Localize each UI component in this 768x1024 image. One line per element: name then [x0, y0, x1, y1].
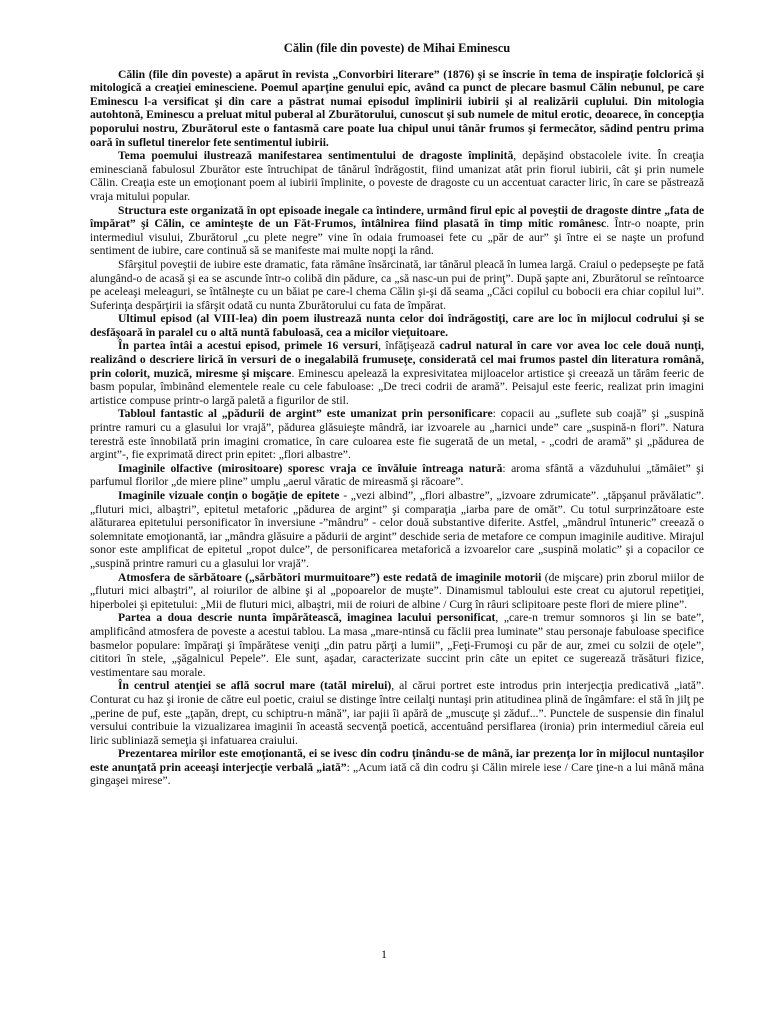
paragraph: Călin (file din poveste) a apărut în revista „Convorbiri literare” (1876) şi se înscrie în tema de inspiraţie folclorică şi mitologică a creaţiei eminesciene. Poemul aparţine genului epic, având ca punct de plecare basmul Călin nebunul, pe care Eminescu l-a versificat şi din care a păstrat numai episodul împlinirii iubirii şi al realizării cuplului. Din mitologia autohtonă, Eminescu a preluat mitul puberal al Zburătorului, cunoscut şi sub numele de mitul erotic, deoarece, în concepţia poporului nostru, Zburătorul este o fantasmă care poate lua chipul unui tânăr frumos şi fermecător, sădind pentru prima oară în sufletul tinerelor fete sentimentul iubirii.: [90, 67, 704, 149]
paragraph: Structura este organizată în opt episoade inegale ca întindere, urmând firul epic al poveştii de dragoste dintre „fata de împărat” şi Călin, ce aminteşte de un Făt-Frumos, întâlnirea fiind plasată în timp mitic românesc. Într-o noapte, prin intermediul visului, Zburătorul „cu plete negre” vine în odaia frumoasei fete cu „păr de aur” şi între ei se naşte un profund sentiment de iubire, care continuă să se manifeste mai multe nopţi la rând.: [90, 203, 704, 258]
paragraph: Atmosfera de sărbătoare („sărbători murmuitoare”) este redată de imaginile motorii (de mişcare) prin zborul miilor de „fluturi mici albaştri”, al roiurilor de albine şi al „popoarelor de muşte”. Dinamismul tabloului este creat cu ajutorul repetiţiei, hiperbolei şi epitetului: „Mii de fluturi mici, albaştri, mii de roiuri de albine / Curg în râuri sclipitoare peste flori de miere pline”.: [90, 570, 704, 611]
paragraph: Ultimul episod (al VIII-lea) din poem ilustrează nunta celor doi îndrăgostiţi, care are loc în mijlocul codrului şi se desfăşoară în paralel cu o altă nuntă fabuloasă, cea a micilor vieţuitoare.: [90, 312, 704, 339]
paragraph: Tema poemului ilustrează manifestarea sentimentului de dragoste împlinită, depăşind obstacolele ivite. În creaţia eminesciană fabulosul Zburător este întruchipat de tânărul îndrăgostit, fiind umanizat atât prin fiorul iubirii, cât şi prin numele Călin. Creaţia este un emoţionant poem al iubirii împlinite, o poveste de dragoste cu un accentuat caracter liric, în care se păstrează vraja mitului popular.: [90, 149, 704, 203]
paragraph: În centrul atenţiei se află socrul mare (tatăl mirelui), al cărui portret este introdus prin interjecţia predicativă „iată”. Conturat cu haz şi ironie de către eul poetic, craiul se distinge între ceilalţi nuntaşi prin atitudinea plină de îngâmfare: el stă în jilţ pe „perine de puf, este „ţapăn, drept, cu schiptru-n mână”, iar pajii îi apără de „muscuţe şi zăduf...”. Punctele de suspensie din finalul versului contribuie la vizualizarea imaginii în această secvenţă poetică, accentuând persiflarea (ironia) prin intermediul căreia eul liric subliniază semeţia şi infatuarea craiului.: [90, 679, 704, 747]
paragraph: În partea întâi a acestui episod, primele 16 versuri, înfăţişează cadrul natural în care vor avea loc cele două nunţi, realizând o descriere lirică în versuri de o inegalabilă frumuseţe, considerată cel mai frumos pastel din literatura română, prin colorit, muzică, miresme şi mişcare. Eminescu apelează la expresivitatea mijloacelor artistice şi creează un tărâm feeric de basm popular, îmbinând elementele reale cu cele fabuloase: „De treci codrii de aramă”. Peisajul este feeric, realizat prin imagini artistice compuse printr-o largă paletă a figurilor de stil.: [90, 339, 705, 407]
paragraph: Imaginile olfactive (mirositoare) sporesc vraja ce învăluie întreaga natură: aroma sfântă a văzduhului „tămâiet” şi parfumul florilor „de miere pline” umplu „aerul văratic de mireasmă şi răcoare”.: [90, 461, 704, 489]
paragraph: Prezentarea mirilor este emoţionantă, ei se ivesc din codru ţinându-se de mână, iar prezenţa lor în mijlocul nuntaşilor este anunţată prin aceeaşi interjecţie verbală „iată”: „Acum iată că din codru şi Călin mirele iese / Care ţine-n a lui mână mâna gingaşei mirese”.: [90, 747, 704, 788]
document-title: Călin (file din poveste) de Mihai Eminescu: [283, 41, 511, 55]
paragraph: Partea a doua descrie nunta împărătească, imaginea lacului personificat, „care-n tremur somnoros şi lin se bate”, amplificând atmosfera de poveste a acestui tablou. La masa „mare-ntinsă cu făclii prea luminate” stau personaje fabuloase specifice basmelor populare: împăraţi şi împărătese veniţi „din patru părţi a lumii”, „Feţi-Frumoşi cu păr de aur, zmei cu solzii de oţele”, cititori în stele, „şăgalnicul Pepele”. Ele sunt, aşadar, caracterizate succint prin câte un epitet ce sugerează trăsături fizice, vestimentare sau morale.: [90, 611, 704, 679]
paragraph: Sfârşitul poveştii de iubire este dramatic, fata rămâne însărcinată, iar tânărul pleacă în lumea largă. Craiul o pedepseşte pe fată alungând-o de acasă şi ea se ascunde într-o colibă din pădure, ca „să nasc-un pui de prinţ”. După şapte ani, Zburătorul se reîntoarce pe aceleaşi meleaguri, se întâlneşte cu un băiat pe care-l chema Călin şi-şi dă seama „Căci copilul cu bobocii era chiar copilul lui”. Suferinţa despărţirii ia sfârşit odată cu nunta Zburătorului cu fata de împărat.: [90, 257, 704, 312]
paragraph: Imaginile vizuale conţin o bogăţie de epitete - „vezi albind”, „flori albastre”, „izvoare zdrumicate”. „tăpşanul prăvălatic”. „fluturi mici, albaştri”, epitetul metaforic „pădurea de argint” şi comparaţia „iarba pare de omăt”. Cu totul surprinzătoare este alăturarea epitetului personificator în inversiune -”mândru” - celor două substantive diferite. Astfel, „mândrul întuneric” creează o solemnitate emoţionantă, iar „mândra glăsuire a pădurii de argint” deschide seria de metafore ce compun imaginile auditive. Mirajul sonor este amplificat de epitetul „ropot dulce”, de personificarea metaforică a izvoarelor care „suspină molatic” şi a copacilor ce „suspină printre ramuri cu a glasului lor vrajă”.: [90, 489, 704, 570]
page-number: 1: [381, 947, 387, 961]
paragraph: Tabloul fantastic al „pădurii de argint” este umanizat prin personificare: copacii au „suflete sub coajă” şi „suspină printre ramuri cu a glasului lor vrajă”, pădurea glăsuieşte mândră, iar izvoarele au „harnici unde” care „suspină-n flori”. Natura terestră este înnobilată prin imagini cromatice, în care culoarea este fie sugerată de un metal, - „codri de aramă” şi „pădurea de argint”-, fie exprimată direct prin epitet: „flori albastre”.: [90, 407, 704, 462]
